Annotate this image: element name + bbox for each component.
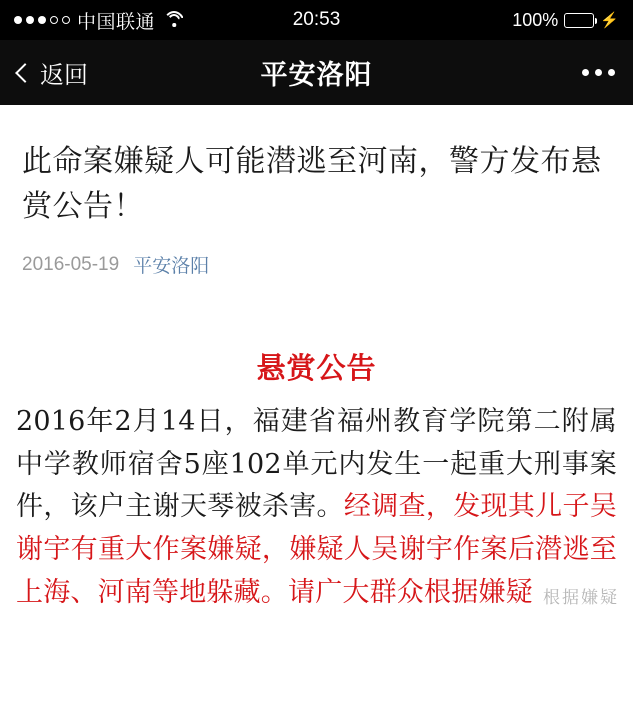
notice-paragraph <box>10 401 623 614</box>
article-date: 2016-05-19 <box>22 253 120 275</box>
back-button-label: 返回 <box>40 62 88 89</box>
navigation-bar <box>0 40 633 105</box>
notice-paragraph-black: 2016年2月14日，福建省福州教育学院第二附属中学教师宿舍5座102单元内发生一起重大刑事案件，该户主谢天琴被杀害。 <box>16 406 617 523</box>
article-header <box>0 105 633 278</box>
wifi-icon <box>164 13 184 28</box>
status-bar <box>0 0 633 40</box>
more-dots-icon[interactable] <box>582 69 615 76</box>
article-account-link[interactable]: 平安洛阳 <box>133 256 210 277</box>
back-button[interactable] <box>18 55 88 90</box>
page-title: 平安洛阳 <box>260 60 373 90</box>
status-bar-left <box>14 7 317 34</box>
status-bar-clock: 20:53 <box>292 9 341 30</box>
signal-strength-icon <box>14 16 70 24</box>
article-meta <box>22 251 611 278</box>
carrier-label: 中国联通 <box>77 11 156 33</box>
lightning-bolt-icon: ⚡ <box>600 11 619 29</box>
watermark-text: 根据嫌疑 <box>543 588 619 608</box>
notice-paragraph-red: 经调查，发现其儿子吴谢宇有重大作案嫌疑，嫌疑人吴谢宇作案后潜逃至上海、河南等地躲藏。请广大群众根据嫌疑 <box>16 491 618 608</box>
article-headline: 此命案嫌疑人可能潜逃至河南，警方发布悬赏公告！ <box>22 145 602 223</box>
status-bar-right <box>317 10 620 31</box>
chevron-left-icon <box>15 63 35 83</box>
article-body <box>0 288 633 614</box>
battery-icon <box>564 13 594 28</box>
notice-title: 悬赏公告 <box>256 351 377 385</box>
battery-percent-label: 100% <box>512 9 559 30</box>
